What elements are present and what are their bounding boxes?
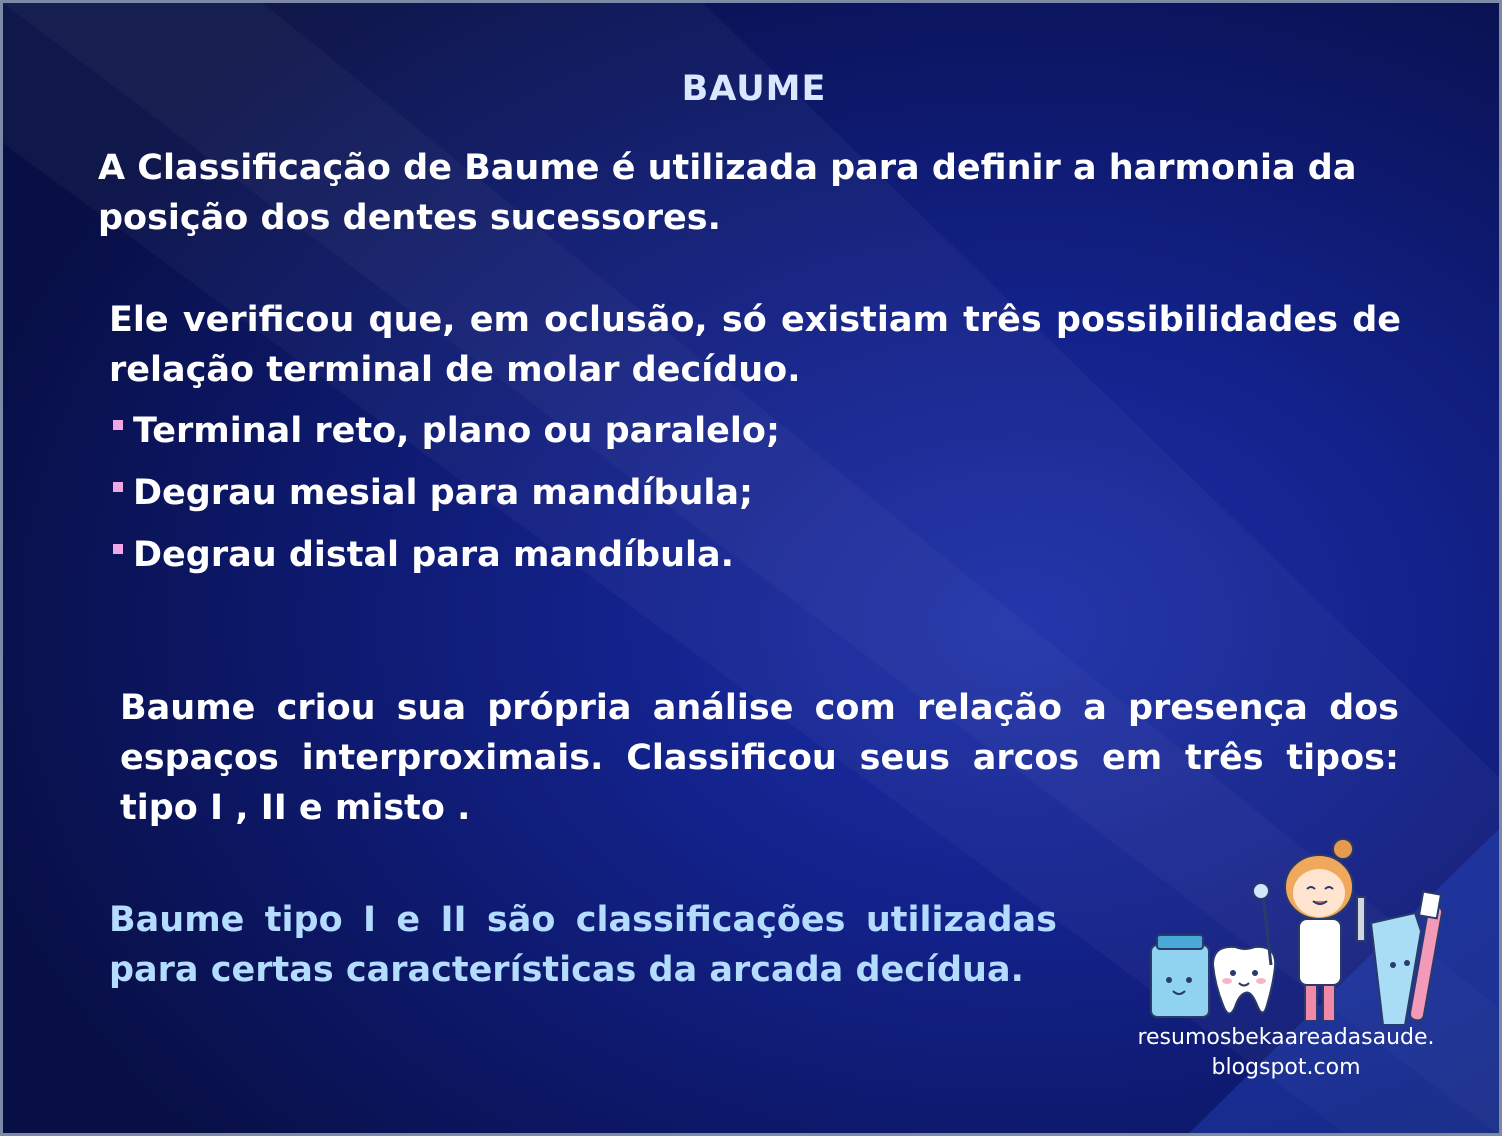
bullet-square-icon [113,544,123,554]
analysis-paragraph: Baume criou sua própria análise com relação a presença dos espaços interproximais. Classificou seus arcos em três tipos: tipo I , II e misto . [120,688,1399,828]
bullet-square-icon [113,482,123,492]
list-item-text: Terminal reto, plano ou paralelo; [133,411,780,451]
bullet-list [109,407,780,593]
types-note-paragraph: Baume tipo I e II são classificações utilizadas para certas características da arcada decídua. [109,900,1057,990]
list-item [109,531,780,593]
tooth-icon [1213,947,1275,1014]
blog-watermark [1103,1023,1469,1083]
blog-watermark-line1: resumosbekaareadasaude. [1137,1025,1435,1050]
list-item [109,469,780,531]
list-item-text: Degrau mesial para mandíbula; [133,473,754,513]
dental-illustration [1143,835,1463,1027]
blog-watermark-line2: blogspot.com [1211,1055,1361,1080]
list-item-text: Degrau distal para mandíbula. [133,535,734,575]
observation-paragraph: Ele verificou que, em oclusão, só existiam três possibilidades de relação terminal de molar decíduo. [109,300,1401,390]
bullet-square-icon [113,420,123,430]
slide-title: BAUME [681,69,827,109]
list-item [109,407,780,469]
mouthwash-bottle-icon [1151,935,1209,1017]
intro-paragraph: A Classificação de Baume é utilizada para definir a harmonia da posição dos dentes sucessores. [98,148,1357,238]
